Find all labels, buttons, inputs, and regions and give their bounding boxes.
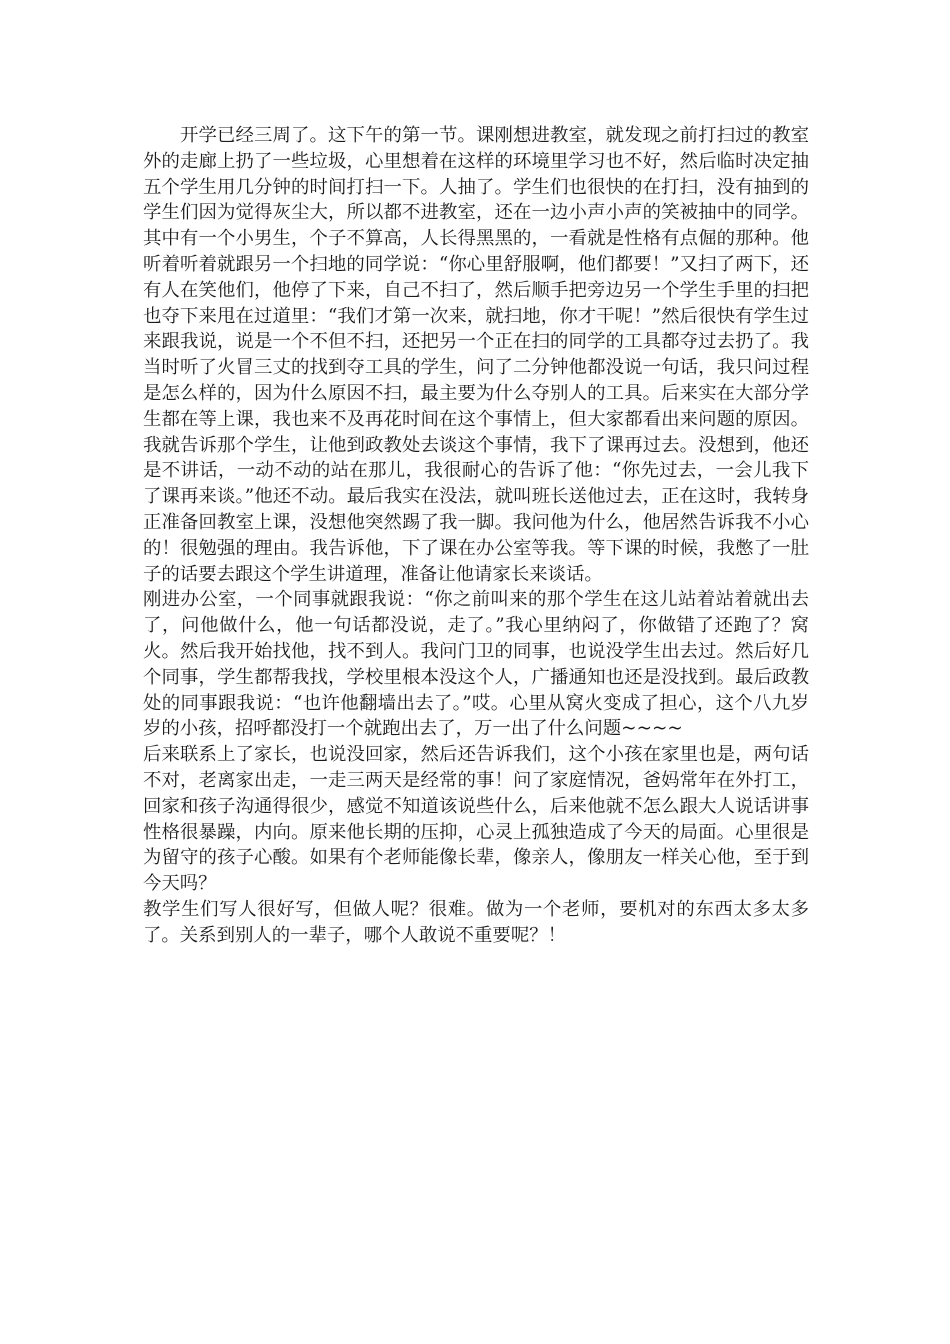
paragraph-3: 后来联系上了家长，也说没回家，然后还告诉我们，这个小孩在家里也是，两句话不对，老离家出走，一走三两天是经常的事！问了家庭情况，爸妈常年在外打工，回家和孩子沟通得很少，感觉不知道该说些什么，后来他就不怎么跟大人说话讲事性格很暴躁，内向。原来他长期的压抑，心灵上孤独造成了今天的局面。心里很是为留守的孩子心酸。如果有个老师能像长辈，像亲人，像朋友一样关心他，至于到今天吗？	[143, 744, 809, 895]
paragraph-1: 开学已经三周了。这下午的第一节。课刚想进教室，就发现之前打扫过的教室外的走廊上扔了一些垃圾，心里想着在这样的环境里学习也不好，然后临时决定抽五个学生用几分钟的时间打扫一下。人抽了。学生们也很快的在打扫，没有抽到的学生们因为觉得灰尘大，所以都不进教室，还在一边小声小声的笑被抽中的同学。其中有一个小男生，个子不算高，人长得黑黑的，一看就是性格有点倔的那种。他听着听着就跟另一个扫地的同学说：“你心里舒服啊，他们都要！”又扫了两下，还有人在笑他们，他停了下来，自己不扫了，然后顺手把旁边另一个学生手里的扫把也夺下来甩在过道里：“我们才第一次来，就扫地，你才干呢！”然后很快有学生过来跟我说，说是一个不但不扫，还把另一个正在扫的同学的工具都夺过去扔了。我当时听了火冒三丈的找到夺工具的学生，问了二分钟他都没说一句话，我只问过程是怎么样的，因为什么原因不扫，最主要为什么夺别人的工具。后来实在大部分学生都在等上课，我也来不及再花时间在这个事情上，但大家都看出来问题的原因。我就告诉那个学生，让他到政教处去谈这个事情，我下了课再过去。没想到，他还是不讲话，一动不动的站在那儿，我很耐心的告诉了他：“你先过去，一会儿我下了课再来谈。”他还不动。最后我实在没法，就叫班长送他过去，正在这时，我转身正准备回教室上课，没想他突然踢了我一脚。我问他为什么，他居然告诉我不小心的！很勉强的理由。我告诉他，下了课在办公室等我。等下课的时候，我憋了一肚子的话要去跟这个学生讲道理，准备让他请家长来谈话。	[143, 125, 809, 585]
document-body	[143, 123, 809, 949]
paragraph-2: 刚进办公室，一个同事就跟我说：“你之前叫来的那个学生在这儿站着站着就出去了，问他做什么，他一句话都没说，走了。”我心里纳闷了，你做错了还跑了？窝火。然后我开始找他，找不到人。我问门卫的同事，也说没学生出去过。然后好几个同事，学生都帮我找，学校里根本没这个人，广播通知也还是没找到。最后政教处的同事跟我说：“也许他翻墙出去了。”哎。心里从窝火变成了担心，这个八九岁岁的小孩，招呼都没打一个就跑出去了，万一出了什么问题~~~~	[143, 589, 809, 740]
paragraph-4: 教学生们写人很好写，但做人呢？很难。做为一个老师，要机对的东西太多太多了。关系到别人的一辈子，哪个人敢说不重要呢？！	[143, 898, 809, 946]
